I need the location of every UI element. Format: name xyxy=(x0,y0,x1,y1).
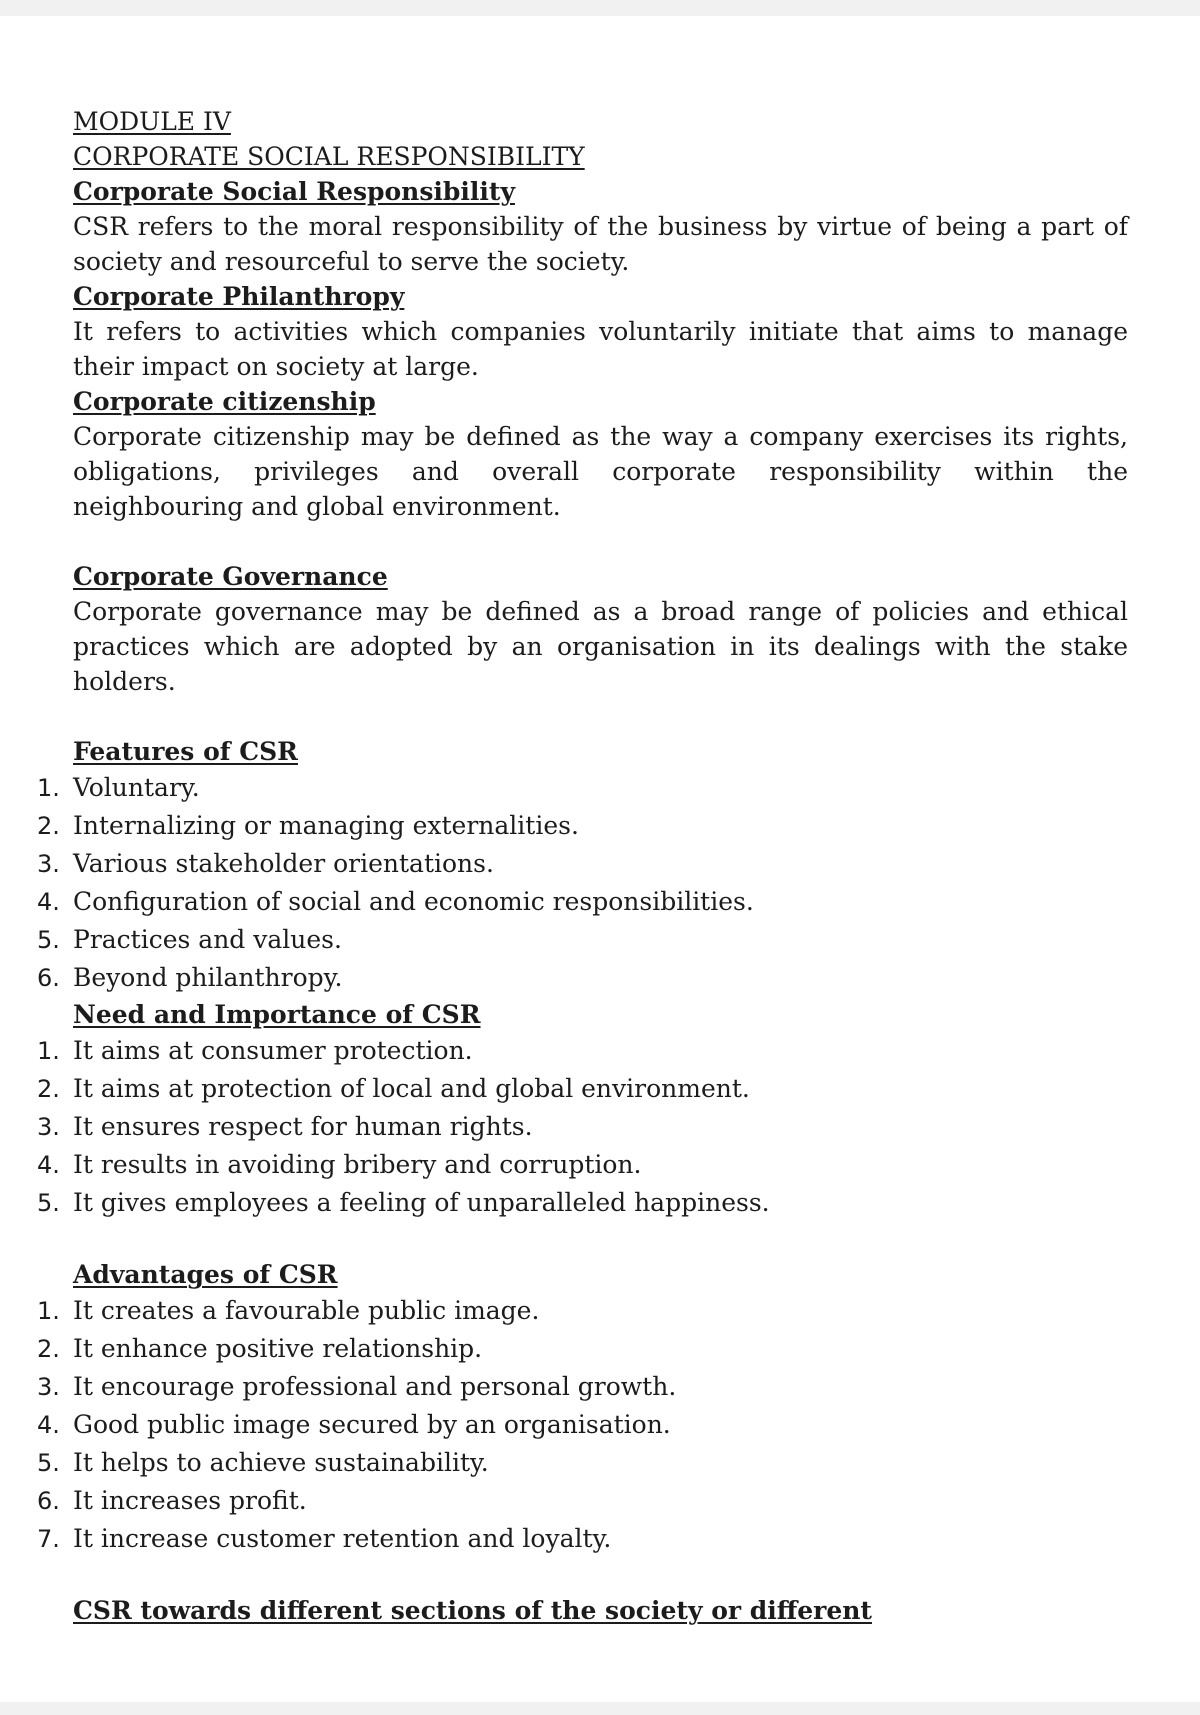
csr-heading: Corporate Social Responsibility xyxy=(73,177,515,206)
list-number: 1. xyxy=(37,774,60,802)
list-text: It aims at consumer protection. xyxy=(73,1036,473,1065)
list-text: It gives employees a feeling of unparalleled happiness. xyxy=(73,1188,770,1217)
list-number: 6. xyxy=(37,964,60,992)
list-item xyxy=(37,1032,1128,1070)
document-page xyxy=(0,16,1200,1702)
list-number: 5. xyxy=(37,1449,60,1477)
list-text: It increase customer retention and loyalty. xyxy=(73,1524,612,1553)
citizenship-definition: Corporate citizenship may be defined as the way a company exercises its rights, obligations, privileges and overall corporate responsibility within the neighbouring and global environment. xyxy=(73,422,1128,521)
subject-title: CORPORATE SOCIAL RESPONSIBILITY xyxy=(73,142,585,171)
list-text: Voluntary. xyxy=(73,773,200,802)
spacer xyxy=(73,699,1128,734)
list-item xyxy=(37,1070,1128,1108)
list-number: 4. xyxy=(37,888,60,916)
list-item xyxy=(37,769,1128,807)
list-text: Practices and values. xyxy=(73,925,342,954)
list-number: 4. xyxy=(37,1151,60,1179)
list-item xyxy=(37,1108,1128,1146)
importance-heading: Need and Importance of CSR xyxy=(73,1000,481,1029)
list-number: 6. xyxy=(37,1487,60,1515)
list-item xyxy=(37,921,1128,959)
list-text: It enhance positive relationship. xyxy=(73,1334,483,1363)
list-item xyxy=(37,1406,1128,1444)
list-item xyxy=(37,1368,1128,1406)
list-number: 3. xyxy=(37,850,60,878)
list-item xyxy=(37,845,1128,883)
features-heading: Features of CSR xyxy=(73,737,298,766)
list-text: It helps to achieve sustainability. xyxy=(73,1448,489,1477)
list-item xyxy=(37,1444,1128,1482)
module-title: MODULE IV xyxy=(73,107,231,136)
philanthropy-heading: Corporate Philanthropy xyxy=(73,282,405,311)
philanthropy-definition: It refers to activities which companies voluntarily initiate that aims to manage their impact on society at large. xyxy=(73,317,1128,381)
next-section-heading: CSR towards different sections of the society or different xyxy=(73,1596,872,1625)
list-number: 7. xyxy=(37,1525,60,1553)
list-text: Good public image secured by an organisation. xyxy=(73,1410,671,1439)
list-number: 2. xyxy=(37,812,60,840)
spacer xyxy=(73,1222,1128,1257)
list-number: 4. xyxy=(37,1411,60,1439)
list-text: It ensures respect for human rights. xyxy=(73,1112,533,1141)
list-text: It results in avoiding bribery and corruption. xyxy=(73,1150,642,1179)
list-number: 2. xyxy=(37,1335,60,1363)
list-number: 2. xyxy=(37,1075,60,1103)
list-item xyxy=(37,1146,1128,1184)
list-number: 3. xyxy=(37,1373,60,1401)
importance-list xyxy=(37,1032,1128,1222)
list-text: It aims at protection of local and global environment. xyxy=(73,1074,750,1103)
list-item xyxy=(37,883,1128,921)
list-number: 5. xyxy=(37,926,60,954)
list-number: 3. xyxy=(37,1113,60,1141)
list-item xyxy=(37,1482,1128,1520)
spacer xyxy=(73,1558,1128,1593)
list-number: 5. xyxy=(37,1189,60,1217)
advantages-heading: Advantages of CSR xyxy=(73,1260,338,1289)
document-content xyxy=(37,104,1128,1628)
list-text: Beyond philanthropy. xyxy=(73,963,343,992)
list-text: It creates a favourable public image. xyxy=(73,1296,540,1325)
list-text: It encourage professional and personal growth. xyxy=(73,1372,677,1401)
governance-heading: Corporate Governance xyxy=(73,562,388,591)
spacer xyxy=(73,524,1128,559)
list-number: 1. xyxy=(37,1297,60,1325)
list-text: Configuration of social and economic responsibilities. xyxy=(73,887,754,916)
list-item xyxy=(37,1330,1128,1368)
list-text: It increases profit. xyxy=(73,1486,307,1515)
governance-definition: Corporate governance may be defined as a broad range of policies and ethical practices which are adopted by an organisation in its dealings with the stake holders. xyxy=(73,597,1128,696)
list-item xyxy=(37,959,1128,997)
list-item xyxy=(37,1292,1128,1330)
advantages-list xyxy=(37,1292,1128,1558)
list-item xyxy=(37,807,1128,845)
list-item xyxy=(37,1520,1128,1558)
features-list xyxy=(37,769,1128,997)
list-number: 1. xyxy=(37,1037,60,1065)
list-item xyxy=(37,1184,1128,1222)
list-text: Various stakeholder orientations. xyxy=(73,849,494,878)
list-text: Internalizing or managing externalities. xyxy=(73,811,579,840)
citizenship-heading: Corporate citizenship xyxy=(73,387,376,416)
csr-definition: CSR refers to the moral responsibility of the business by virtue of being a part of society and resourceful to serve the society. xyxy=(73,212,1128,276)
